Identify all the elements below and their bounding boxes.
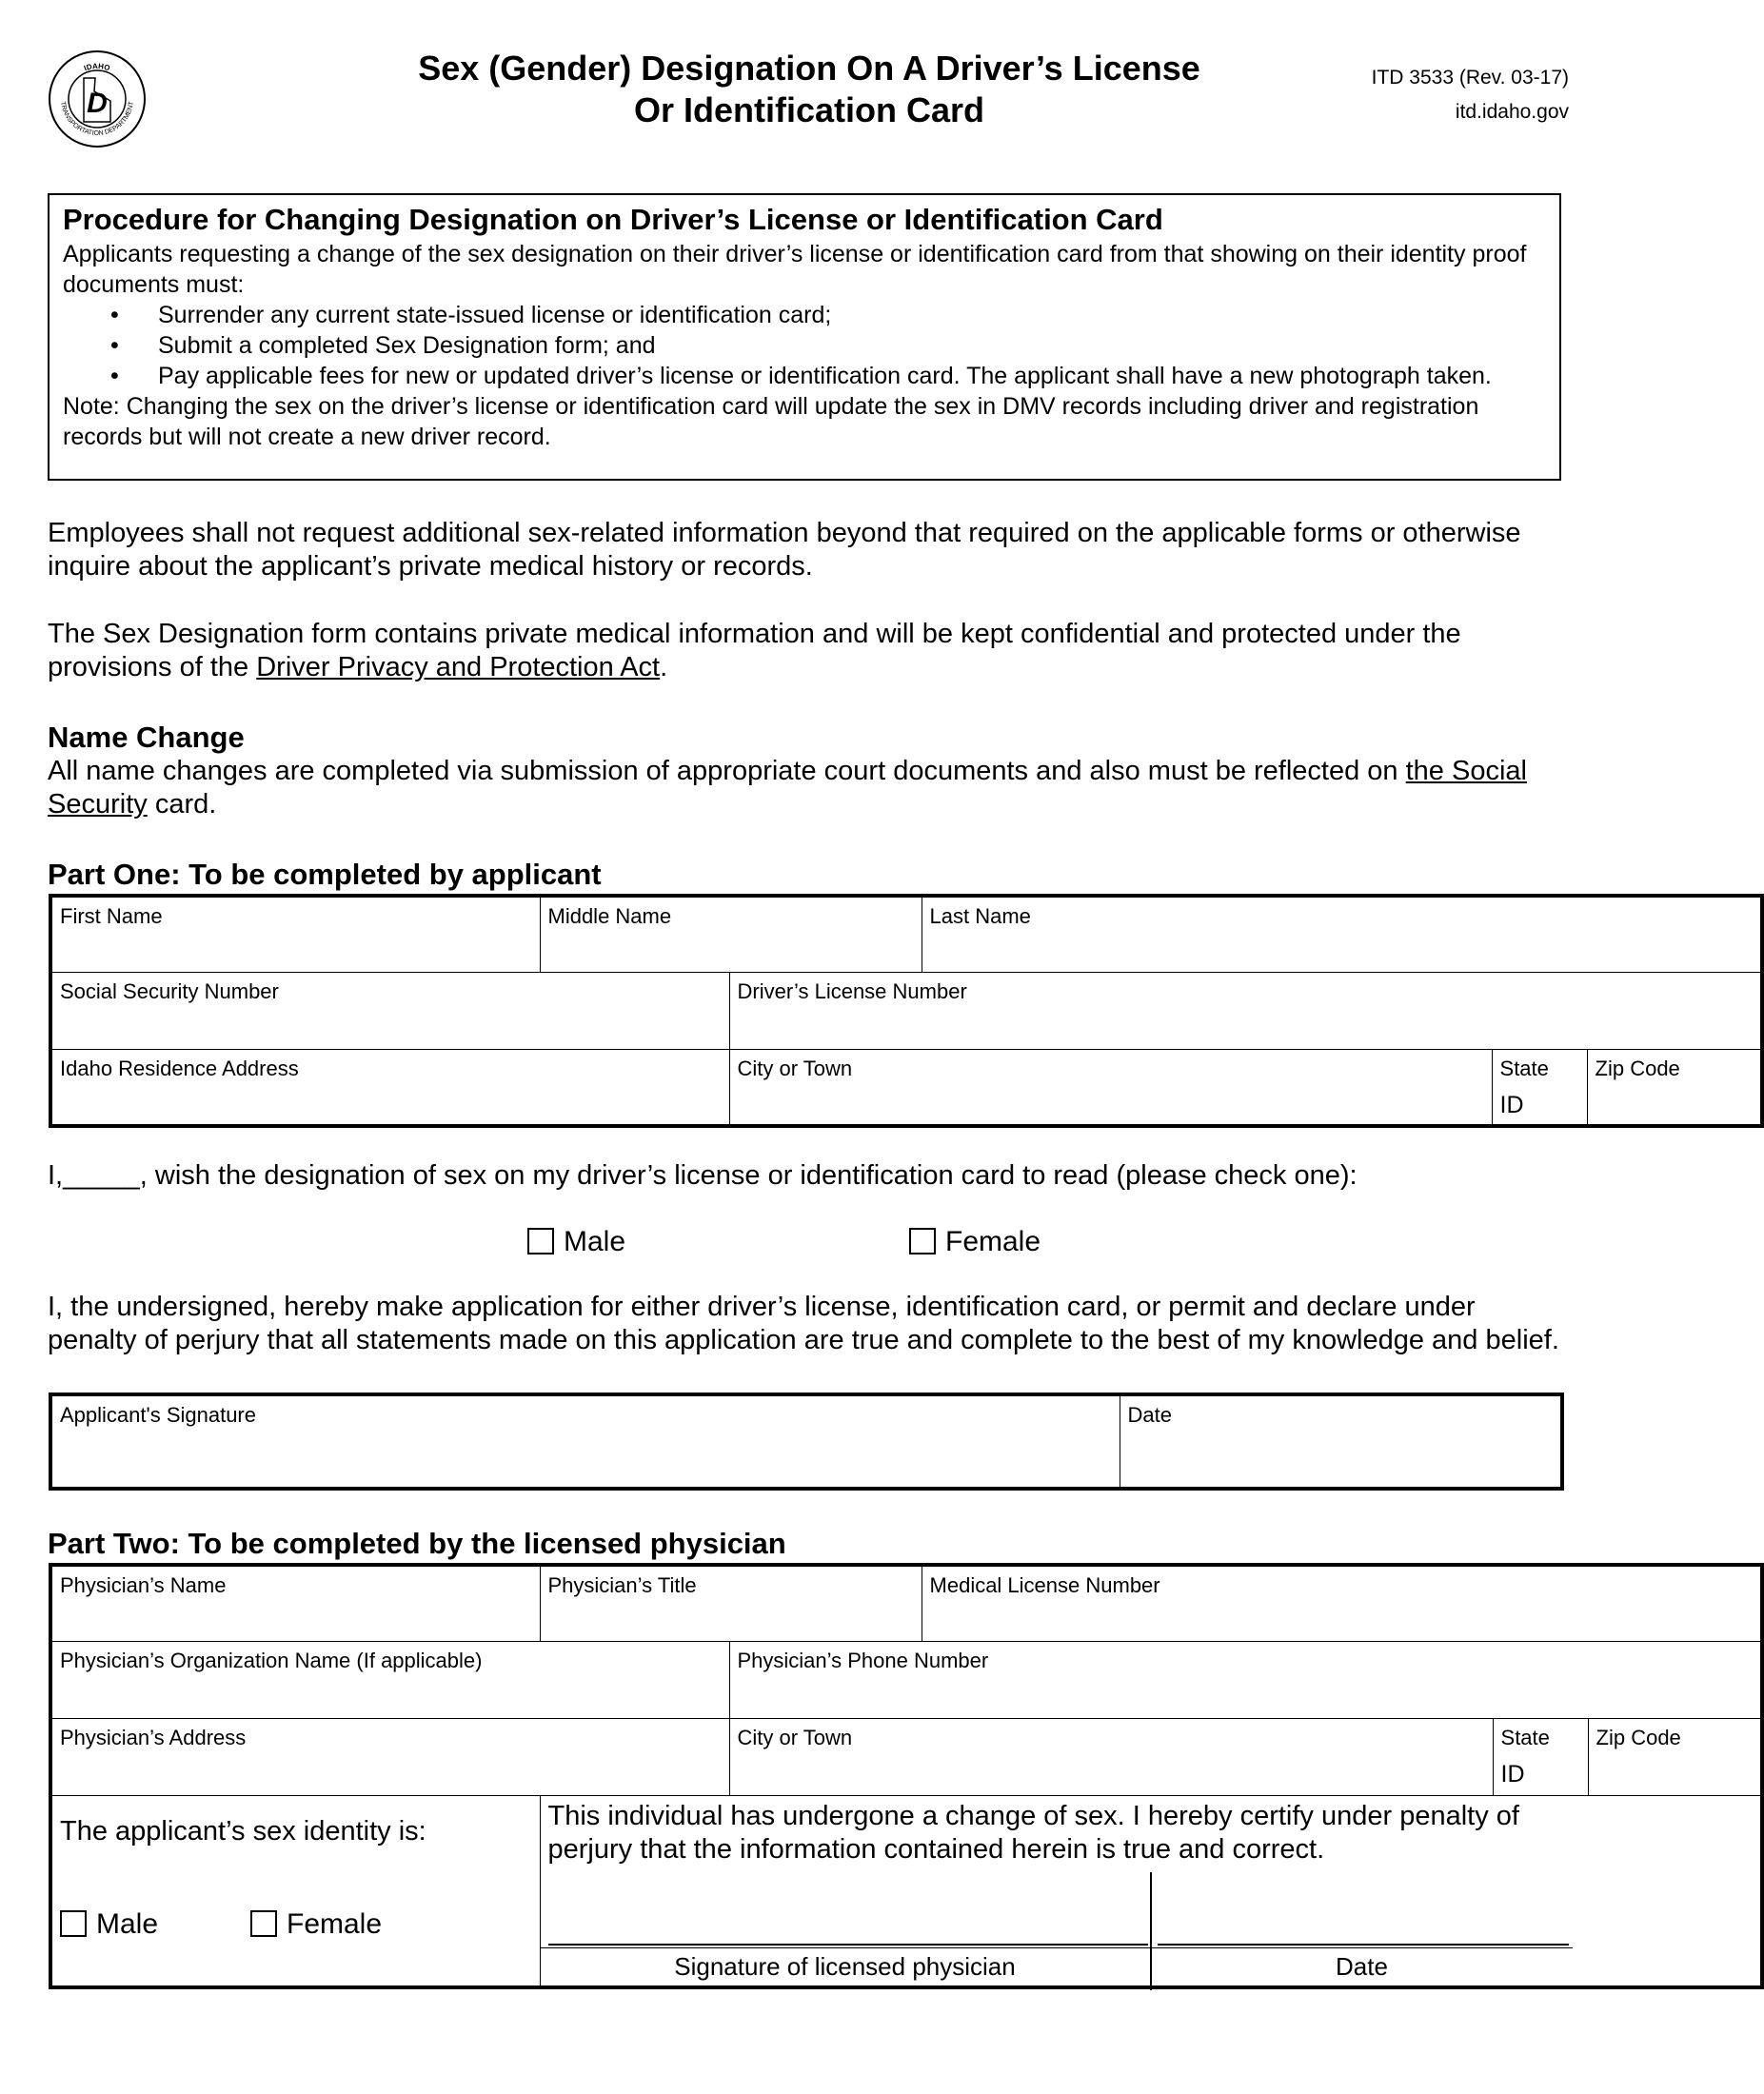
applicant-date-label: Date — [1127, 1403, 1172, 1427]
signature-table — [49, 1393, 1564, 1491]
physician-name-field[interactable] — [50, 1565, 540, 1641]
physician-phone-label: Physician’s Phone Number — [737, 1648, 989, 1672]
applicant-signature-field[interactable] — [50, 1394, 1120, 1489]
name-change-heading: Name Change — [48, 721, 245, 754]
physician-name-label: Physician’s Name — [60, 1573, 227, 1597]
applicant-table — [49, 894, 1764, 1128]
physician-female-checkbox[interactable] — [250, 1910, 277, 1937]
date-caption: Date — [1336, 1951, 1388, 1981]
form-number: ITD 3533 (Rev. 03-17) — [1371, 67, 1569, 89]
name-change-text: All name changes are completed via submission of appropriate court documents and also must be reflected on — [48, 756, 1406, 786]
state-label: State — [1499, 1056, 1549, 1080]
ssn-field[interactable] — [50, 972, 729, 1049]
organization-label: Physician’s Organization Name (If applicable) — [60, 1648, 483, 1672]
female-label: Female — [945, 1226, 1041, 1257]
address-field[interactable] — [50, 1049, 729, 1126]
organization-field[interactable] — [50, 1641, 729, 1718]
procedure-bullet: • Surrender any current state-issued license or identification card; — [158, 300, 1546, 330]
physician-title-field[interactable] — [540, 1565, 922, 1641]
female-checkbox[interactable] — [909, 1228, 936, 1254]
procedure-box — [48, 193, 1561, 481]
zip-field[interactable] — [1587, 1049, 1762, 1126]
idaho-transportation-logo — [48, 49, 147, 148]
procedure-list — [63, 300, 1546, 391]
signature-line — [548, 1944, 1148, 1946]
employees-paragraph: Employees shall not request additional sex-related information beyond that required on the applicable forms or otherwise inquire about the applicant’s private medical history or records. — [48, 518, 1521, 582]
part-one-heading: Part One: To be completed by applicant — [48, 858, 602, 891]
physician-male-checkbox[interactable] — [60, 1910, 87, 1937]
physician-zip-field[interactable] — [1588, 1718, 1762, 1795]
physician-male-label: Male — [96, 1907, 159, 1940]
logo-text-top: IDAHO — [82, 61, 111, 73]
title-line-1: Sex (Gender) Designation On A Driver’s License — [418, 49, 1200, 88]
certification-text: This individual has undergone a change of sex. I hereby certify under penalty of perjury that the information contained herein is true and correct. — [547, 1800, 1519, 1865]
declaration-paragraph: I, the undersigned, hereby make application for either driver’s license, identification card, or permit and declare under penalty of perjury that all statements made on this application are true and complete to the best of my knowledge and belief. — [48, 1292, 1559, 1355]
title-line-2: Or Identification Card — [633, 90, 985, 129]
logo-text-bottom: TRANSPORTATION DEPARTMENT — [59, 101, 135, 138]
procedure-intro: Applicants requesting a change of the sex designation on their driver’s license or identification card from that showing on their identity proof documents must: — [63, 241, 1527, 298]
procedure-heading: Procedure for Changing Designation on Driver’s License or Identification Card — [63, 203, 1163, 236]
physician-address-label: Physician’s Address — [60, 1725, 247, 1749]
date-line — [1158, 1944, 1569, 1946]
applicant-signature-label: Applicant's Signature — [60, 1403, 256, 1427]
first-name-label: First Name — [60, 904, 163, 928]
form-info — [1372, 61, 1569, 129]
name-change-paragraph — [48, 755, 1571, 821]
signature-caption: Signature of licensed physician — [674, 1951, 1016, 1981]
male-checkbox[interactable] — [527, 1228, 554, 1254]
wish-statement: I,_____, wish the designation of sex on my driver’s license or identification card to read (please check one): — [48, 1160, 1358, 1191]
physician-city-label: City or Town — [737, 1725, 853, 1749]
logo-letter: D — [87, 88, 108, 119]
ssn-label: Social Security Number — [60, 978, 279, 1003]
state-value: ID — [1499, 1091, 1524, 1118]
state-field[interactable] — [1492, 1049, 1587, 1126]
sex-identity-label: The applicant’s sex identity is: — [60, 1815, 426, 1847]
medical-license-label: Medical License Number — [929, 1573, 1160, 1597]
privacy-act-link[interactable]: Driver Privacy and Protection Act — [256, 652, 661, 682]
privacy-paragraph — [48, 618, 1571, 684]
male-label: Male — [564, 1226, 626, 1257]
sex-identity-cell — [50, 1795, 540, 1987]
last-name-label: Last Name — [929, 904, 1031, 928]
male-option[interactable] — [527, 1225, 625, 1259]
physician-table — [49, 1563, 1764, 1989]
physician-state-label: State — [1500, 1725, 1550, 1749]
dl-number-label: Driver’s License Number — [737, 978, 967, 1003]
procedure-bullet: • Pay applicable fees for new or updated driver’s license or identification card. The applicant shall have a new photograph taken. — [158, 361, 1546, 391]
physician-female-label: Female — [287, 1907, 383, 1940]
last-name-field[interactable] — [922, 896, 1762, 972]
first-name-field[interactable] — [50, 896, 540, 972]
physician-title-label: Physician’s Title — [547, 1573, 697, 1597]
female-option[interactable] — [909, 1225, 1041, 1259]
part-two-heading: Part Two: To be completed by the licensed physician — [48, 1527, 786, 1560]
physician-address-field[interactable] — [50, 1718, 729, 1795]
name-change-end: card. — [147, 789, 217, 820]
privacy-end: . — [660, 652, 668, 682]
physician-phone-field[interactable] — [729, 1641, 1762, 1718]
physician-zip-label: Zip Code — [1596, 1725, 1681, 1749]
physician-male-option[interactable] — [60, 1907, 158, 1942]
city-label: City or Town — [737, 1056, 853, 1080]
certification-cell — [540, 1795, 1762, 1987]
physician-state-value: ID — [1500, 1760, 1525, 1788]
website: itd.idaho.gov — [1455, 101, 1569, 123]
physician-female-option[interactable] — [250, 1907, 382, 1942]
procedure-note: Note: Changing the sex on the driver’s license or identification card will update the sex in DMV records including driver and registration records but will not create a new driver record. — [63, 393, 1479, 450]
privacy-text: The Sex Designation form contains private medical information and will be kept confidential and protected under the provisions of the — [48, 619, 1461, 682]
zip-label: Zip Code — [1595, 1056, 1680, 1080]
medical-license-field[interactable] — [922, 1565, 1762, 1641]
social-security-link[interactable]: the Social Security — [48, 756, 1527, 820]
physician-state-field[interactable] — [1493, 1718, 1588, 1795]
city-field[interactable] — [729, 1049, 1492, 1126]
procedure-bullet: • Submit a completed Sex Designation form; and — [158, 330, 1546, 361]
page-title — [286, 48, 1333, 131]
applicant-date-field[interactable] — [1120, 1394, 1562, 1489]
address-label: Idaho Residence Address — [60, 1056, 299, 1080]
dl-number-field[interactable] — [729, 972, 1762, 1049]
physician-city-field[interactable] — [729, 1718, 1493, 1795]
middle-name-label: Middle Name — [547, 904, 672, 928]
middle-name-field[interactable] — [540, 896, 922, 972]
